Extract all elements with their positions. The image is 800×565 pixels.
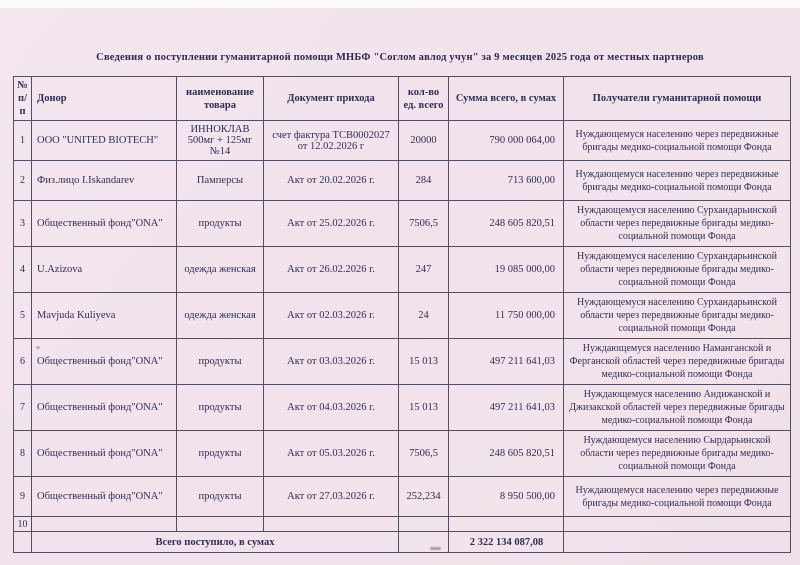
- cell-goods: продукты: [177, 385, 264, 431]
- cell-donor: ООО "UNITED BIOTECH": [32, 121, 177, 161]
- table-row: [14, 339, 791, 385]
- cell-qty: 24: [399, 293, 449, 339]
- table-row: [14, 247, 791, 293]
- total-sum: 2 322 134 087,08: [449, 532, 564, 553]
- table-row: [14, 517, 791, 532]
- cell-sum: 11 750 000,00: [449, 293, 564, 339]
- cell-goods: продукты: [177, 431, 264, 477]
- cell-sum: 248 605 820,51: [449, 431, 564, 477]
- cell-num: 1: [14, 121, 32, 161]
- total-row: [14, 532, 791, 553]
- table-footer: [14, 532, 791, 553]
- total-empty-num: [14, 532, 32, 553]
- cell-sum: 19 085 000,00: [449, 247, 564, 293]
- header-num: № п/п: [14, 77, 32, 121]
- cell-qty: 7506,5: [399, 201, 449, 247]
- cell-qty: 284: [399, 161, 449, 201]
- header-donor: Донор: [32, 77, 177, 121]
- cell-recipient: Нуждающемуся населению Сурхандарьинской области через передвижные бригады медико-социальной помощи Фонда: [564, 293, 791, 339]
- table-row: [14, 431, 791, 477]
- cell-qty: 252,234: [399, 477, 449, 517]
- cell-num: 4: [14, 247, 32, 293]
- table-body: [14, 121, 791, 532]
- cell-donor: Общественный фонд"ONA": [32, 477, 177, 517]
- cell-doc: [264, 517, 399, 532]
- table-row: [14, 385, 791, 431]
- cell-donor: [32, 517, 177, 532]
- cell-doc: Акт от 05.03.2026 г.: [264, 431, 399, 477]
- cell-sum: 497 211 641,03: [449, 385, 564, 431]
- cell-doc: Акт от 04.03.2026 г.: [264, 385, 399, 431]
- cell-goods: ИННОКЛАВ 500мг + 125мг №14: [177, 121, 264, 161]
- cell-num: 2: [14, 161, 32, 201]
- cell-doc: счет фактура ТСВ0002027 от 12.02.2026 г: [264, 121, 399, 161]
- cell-qty: 15 013: [399, 385, 449, 431]
- cell-recipient: Нуждающемуся населению Сурхандарьинской области через передвижные бригады медико-социальной помощи Фонда: [564, 247, 791, 293]
- cell-doc: Акт от 27.03.2026 г.: [264, 477, 399, 517]
- humanitarian-aid-table: [13, 76, 791, 553]
- cell-qty: 7506,5: [399, 431, 449, 477]
- cell-donor: Общественный фонд"ONA": [32, 431, 177, 477]
- cell-doc: Акт от 25.02.2026 г.: [264, 201, 399, 247]
- header-goods: наименование товара: [177, 77, 264, 121]
- document-title: Сведения о поступлении гуманитарной помощи МНБФ "Соглом авлод учун" за 9 месяцев 2025 года от местных партнеров: [96, 52, 704, 63]
- cell-doc: Акт от 26.02.2026 г.: [264, 247, 399, 293]
- cell-recipient: Нуждающемуся населению Сырдарьинской области через передвижные бригады медико-социальной помощи Фонда: [564, 431, 791, 477]
- table-row: [14, 201, 791, 247]
- cell-goods: одежда женская: [177, 247, 264, 293]
- cell-sum: [449, 517, 564, 532]
- cell-sum: 713 600,00: [449, 161, 564, 201]
- total-label: Всего поступило, в сумах: [32, 532, 399, 553]
- cell-sum: 497 211 641,03: [449, 339, 564, 385]
- header-row: [14, 77, 791, 121]
- cell-goods: продукты: [177, 201, 264, 247]
- cell-goods: одежда женская: [177, 293, 264, 339]
- cell-num: 9: [14, 477, 32, 517]
- header-sum: Сумма всего, в сумах: [449, 77, 564, 121]
- cell-qty: 20000: [399, 121, 449, 161]
- cell-num: 7: [14, 385, 32, 431]
- cell-doc: Акт от 20.02.2026 г.: [264, 161, 399, 201]
- cell-recipient: Нуждающемуся населению через передвижные бригады медико-социальной помощи Фонда: [564, 161, 791, 201]
- cell-num: 6: [14, 339, 32, 385]
- cell-doc: Акт от 02.03.2026 г.: [264, 293, 399, 339]
- cell-recipient: Нуждающемуся населению через передвижные бригады медико-социальной помощи Фонда: [564, 121, 791, 161]
- cell-sum: 248 605 820,51: [449, 201, 564, 247]
- cell-num: 8: [14, 431, 32, 477]
- cell-recipient: Нуждающемуся населению через передвижные бригады медико-социальной помощи Фонда: [564, 477, 791, 517]
- cell-goods: Памперсы: [177, 161, 264, 201]
- table-header: [14, 77, 791, 121]
- cell-num: 5: [14, 293, 32, 339]
- scan-artifact: [430, 547, 441, 550]
- cell-recipient: Нуждающемуся населению Наманганской и Ферганской областей через передвижные бригады медико-социальной помощи Фонда: [564, 339, 791, 385]
- table-row: [14, 477, 791, 517]
- cell-donor: Общественный фонд"ONA": [32, 339, 177, 385]
- header-doc: Документ прихода: [264, 77, 399, 121]
- cell-donor: Mavjuda Kuliyeva: [32, 293, 177, 339]
- cell-goods: продукты: [177, 477, 264, 517]
- scan-artifact: [36, 346, 40, 349]
- cell-donor: Общественный фонд"ONA": [32, 385, 177, 431]
- cell-doc: Акт от 03.03.2026 г.: [264, 339, 399, 385]
- header-recipient: Получатели гуманитарной помощи: [564, 77, 791, 121]
- cell-recipient: Нуждающемуся населению Андижанской и Джизакской областей через передвижные бригады медико-социальной помощи Фонда: [564, 385, 791, 431]
- cell-donor: Физ.лицо I.Iskandarev: [32, 161, 177, 201]
- cell-donor: U.Azizova: [32, 247, 177, 293]
- cell-recipient: Нуждающемуся населению Сурхандарьинской области через передвижные бригады медико-социальной помощи Фонда: [564, 201, 791, 247]
- table-row: [14, 161, 791, 201]
- scanned-document-page: [0, 8, 800, 565]
- cell-sum: 8 950 500,00: [449, 477, 564, 517]
- cell-goods: продукты: [177, 339, 264, 385]
- total-empty-qty: [399, 532, 449, 553]
- cell-num: 10: [14, 517, 32, 532]
- cell-goods: [177, 517, 264, 532]
- header-qty: кол-во ед. всего: [399, 77, 449, 121]
- cell-qty: [399, 517, 449, 532]
- cell-donor: Общественный фонд"ONA": [32, 201, 177, 247]
- cell-qty: 247: [399, 247, 449, 293]
- cell-num: 3: [14, 201, 32, 247]
- table-row: [14, 121, 791, 161]
- cell-recipient: [564, 517, 791, 532]
- cell-sum: 790 000 064,00: [449, 121, 564, 161]
- cell-qty: 15 013: [399, 339, 449, 385]
- total-empty-recipient: [564, 532, 791, 553]
- table-row: [14, 293, 791, 339]
